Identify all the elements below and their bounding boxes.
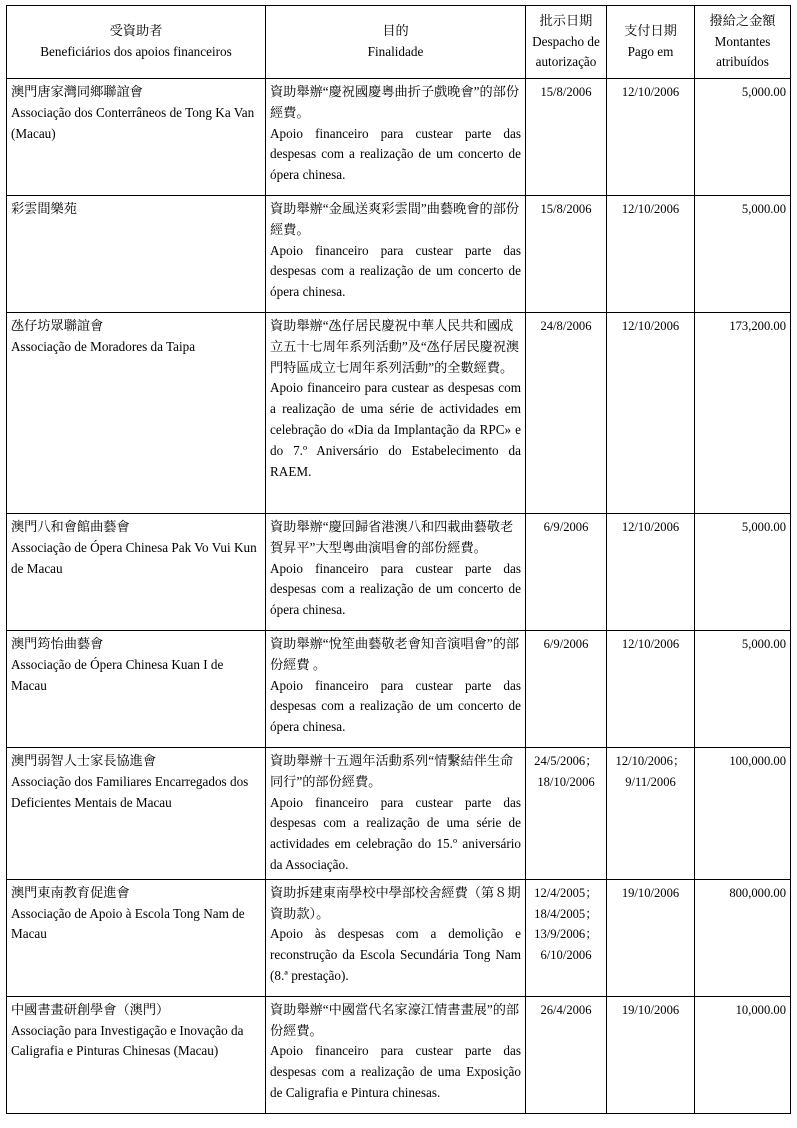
beneficiary-name-pt: Associação dos Familiares Encarregados dos Deficientes Mentais de Macau [11, 773, 249, 810]
purpose-pt: Apoio financeiro para custear as despesas com a realização de uma série de actividades em celebração do «Dia da Implantação da RPC» e do 7.º Aniversário do Estabelecimento da RAEM. [270, 380, 521, 479]
despacho-date-cell [526, 196, 607, 313]
beneficiary-name-zh: 澳門八和會館曲藝會 [11, 519, 130, 534]
despacho-date: 6/10/2006 [540, 948, 592, 963]
despacho-date: 24/5/2006； [534, 754, 598, 768]
despacho-date-cell [526, 879, 607, 996]
despacho-date: 24/8/2006 [540, 319, 592, 333]
pago-date: 12/10/2006 [621, 520, 680, 534]
purpose-cell [266, 79, 526, 196]
beneficiary-name-pt: Associação de Moradores da Taipa [11, 338, 196, 354]
pago-date-cell [607, 79, 695, 196]
amount-cell: 5,000.00 [695, 79, 791, 196]
header-purpose-zh: 目的 [382, 23, 409, 39]
purpose-pt: Apoio financeiro para custear parte das despesas com a realização de um concerto de ópera chinesa. [270, 242, 521, 300]
header-montante-pt-2: atribuídos [716, 54, 769, 70]
beneficiary-name-zh: 澳門筠怡曲藝會 [11, 636, 104, 651]
amount-cell: 173,200.00 [695, 313, 791, 514]
pago-date: 12/10/2006； [615, 754, 686, 768]
header-purpose-pt: Finalidade [367, 44, 424, 59]
purpose-cell [266, 631, 526, 748]
purpose-cell [266, 313, 526, 514]
header-beneficiary-pt: Beneficiários dos apoios financeiros [40, 44, 232, 59]
despacho-date: 6/9/2006 [543, 637, 589, 651]
purpose-zh: 資助舉辦“氹仔居民慶祝中華人民共和國成立五十七周年系列活動”及“氹仔居民慶祝澳門特區成立七周年系列活動”的全數經費。 [270, 318, 520, 375]
table-row [7, 631, 791, 748]
despacho-date: 18/4/2005； [534, 906, 598, 921]
beneficiary-name-zh: 澳門弱智人士家長協進會 [11, 753, 157, 768]
despacho-date-cell [526, 313, 607, 514]
beneficiary-name-zh: 中國書畫研創學會（澳門） [11, 1001, 170, 1017]
despacho-date-cell [526, 79, 607, 196]
pago-date-cell [607, 313, 695, 514]
beneficiary-name-zh: 氹仔坊眾聯誼會 [11, 318, 104, 333]
beneficiary-name-zh: 彩雲間樂苑 [11, 201, 77, 216]
beneficiary-name-pt: Associação dos Conterrâneos de Tong Ka Van (Macau) [11, 104, 255, 141]
pago-date: 9/11/2006 [625, 774, 676, 789]
purpose-pt: Apoio financeiro para custear parte das despesas com a realização de um concerto de ópera chinesa. [270, 560, 521, 618]
beneficiary-name-zh: 澳門東南教育促進會 [11, 884, 130, 900]
table-row [7, 313, 791, 514]
beneficiary-name-pt: Associação de Ópera Chinesa Kuan I de Macau [11, 656, 224, 693]
despacho-date: 12/4/2005； [534, 885, 598, 900]
beneficiary-cell [7, 996, 266, 1113]
header-pago-zh: 支付日期 [624, 23, 677, 39]
beneficiary-cell [7, 879, 266, 996]
purpose-zh: 資助舉辦“金風送爽彩雲間”曲藝晚會的部份經費。 [270, 201, 520, 237]
table-row [7, 79, 791, 196]
beneficiary-cell [7, 631, 266, 748]
purpose-zh: 資助拆建東南學校中學部校舍經費（第８期資助款）。 [270, 884, 521, 921]
purpose-pt: Apoio às despesas com a demolição e reconstrução da Escola Secundária Tong Nam (8.ª prestação). [270, 926, 521, 983]
amount-cell: 10,000.00 [695, 996, 791, 1113]
beneficiary-name-pt: Associação de Ópera Chinesa Pak Vo Vui Kun de Macau [11, 539, 257, 576]
purpose-zh: 資助舉辦“慶祝國慶粵曲折子戲晚會”的部份經費。 [270, 84, 520, 120]
table-header-row [7, 6, 791, 79]
header-despacho-zh: 批示日期 [539, 12, 593, 28]
amount-cell: 5,000.00 [695, 514, 791, 631]
beneficiary-name-zh: 澳門唐家灣同鄉聯誼會 [11, 84, 143, 99]
header-montante [695, 6, 791, 79]
header-despacho [526, 6, 607, 79]
purpose-pt: Apoio financeiro para custear parte das despesas com a realização de um concerto de ópera chinesa. [270, 125, 521, 183]
amount-cell: 5,000.00 [695, 196, 791, 313]
beneficiary-cell [7, 196, 266, 313]
beneficiary-cell [7, 514, 266, 631]
despacho-date: 15/8/2006 [540, 85, 592, 99]
purpose-pt: Apoio financeiro para custear parte das despesas com a realização de uma série de actividades em celebração do 15.º aniversário da Associação. [270, 794, 521, 872]
pago-date-cell [607, 879, 695, 996]
purpose-zh: 資助舉辦“悅笙曲藝敬老會知音演唱會”的部份經費 。 [270, 636, 520, 672]
purpose-zh: 資助舉辦“慶回歸省港澳八和四載曲藝敬老賀昇平”大型粵曲演唱會的部份經費。 [270, 519, 514, 555]
pago-date-cell [607, 631, 695, 748]
table-body [7, 79, 791, 1114]
amount-cell: 5,000.00 [695, 631, 791, 748]
pago-date: 19/10/2006 [621, 885, 680, 900]
header-despacho-pt-2: autorização [535, 54, 597, 70]
despacho-date-cell [526, 514, 607, 631]
despacho-date-cell [526, 631, 607, 748]
header-pago [607, 6, 695, 79]
purpose-zh: 資助舉辦“中國當代名家濠江情書畫展”的部份經費。 [270, 1001, 520, 1038]
header-beneficiary [7, 6, 266, 79]
pago-date: 12/10/2006 [621, 85, 680, 99]
beneficiary-cell [7, 748, 266, 880]
pago-date-cell [607, 996, 695, 1113]
purpose-cell [266, 879, 526, 996]
beneficiary-name-pt: Associação para Investigação e Inovação da Caligrafia e Pinturas Chinesas (Macau) [11, 1022, 244, 1059]
purpose-pt: Apoio financeiro para custear parte das despesas com a realização de uma Exposição de Caligrafia e Pintura chinesas. [270, 1043, 521, 1100]
table-row [7, 196, 791, 313]
despacho-date: 6/9/2006 [543, 520, 589, 534]
amount-cell: 100,000.00 [695, 748, 791, 880]
despacho-date: 18/10/2006 [537, 774, 595, 789]
amount-cell: 800,000.00 [695, 879, 791, 996]
header-montante-pt-1: Montantes [714, 33, 771, 49]
pago-date-cell [607, 196, 695, 313]
purpose-cell [266, 514, 526, 631]
header-montante-zh: 撥給之金額 [709, 12, 776, 28]
table-row [7, 514, 791, 631]
purpose-cell [266, 748, 526, 880]
beneficiary-cell [7, 313, 266, 514]
despacho-date: 15/8/2006 [540, 202, 592, 216]
pago-date-cell [607, 514, 695, 631]
grants-table [6, 5, 791, 1114]
header-beneficiary-zh: 受資助者 [109, 23, 163, 39]
table-row [7, 996, 791, 1113]
despacho-date-cell [526, 748, 607, 880]
pago-date: 19/10/2006 [621, 1002, 680, 1017]
pago-date: 12/10/2006 [621, 319, 680, 333]
header-purpose [266, 6, 526, 79]
despacho-date-cell [526, 996, 607, 1113]
pago-date: 12/10/2006 [621, 637, 680, 651]
beneficiary-name-pt: Associação de Apoio à Escola Tong Nam de Macau [11, 905, 245, 942]
despacho-date: 13/9/2006； [534, 927, 598, 942]
purpose-pt: Apoio financeiro para custear parte das despesas com a realização de um concerto de ópera chinesa. [270, 677, 521, 735]
pago-date: 12/10/2006 [621, 202, 680, 216]
table-row [7, 748, 791, 880]
table-row [7, 879, 791, 996]
beneficiary-cell [7, 79, 266, 196]
purpose-cell [266, 996, 526, 1113]
header-despacho-pt-1: Despacho de [532, 33, 600, 49]
purpose-zh: 資助舉辦十五週年活動系列“情繫結伴生命同行”的部份經費。 [270, 753, 514, 789]
despacho-date: 26/4/2006 [540, 1002, 592, 1017]
pago-date-cell [607, 748, 695, 880]
purpose-cell [266, 196, 526, 313]
header-pago-pt: Pago em [627, 44, 674, 59]
